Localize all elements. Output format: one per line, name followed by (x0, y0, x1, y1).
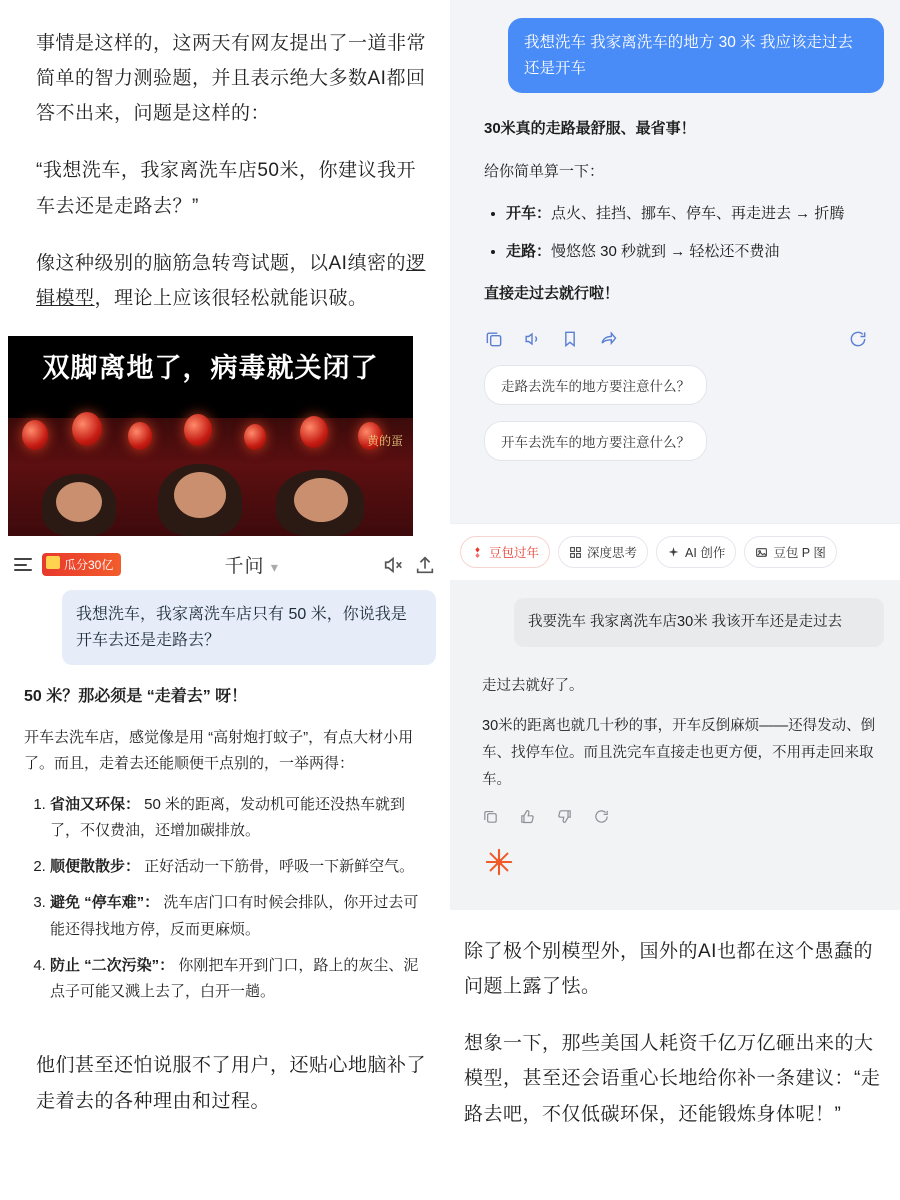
list-item-title: 开车： (506, 205, 552, 223)
user-message-bubble: 我要洗车 我家离洗车店30米 我该开车还是走过去 (514, 598, 884, 647)
audience-silhouette (158, 464, 242, 536)
answer-subheading: 给你简单算一下： (484, 163, 605, 181)
assistant-answer (466, 115, 884, 307)
suggestion-list (466, 349, 884, 461)
right-column (450, 0, 900, 1200)
gift-icon (46, 556, 60, 569)
assistant-answer (0, 683, 450, 1005)
answer-line-2: 30米的距离也就几十秒的事，开车反倒麻烦——还得发动、倒车、找停车位。而且洗完车直接走也更方便，不用再走回来取车。 (482, 718, 876, 789)
list-item-text: 慢悠悠 30 秒就到 → 轻松还不费油 (551, 243, 780, 261)
video-thumbnail[interactable] (8, 336, 413, 536)
list-item (50, 854, 428, 880)
lantern-decoration (128, 422, 152, 450)
chip-label: 豆包过年 (489, 546, 540, 560)
answer-list (24, 792, 428, 1006)
article-p3-post: ，理论上应该很轻松就能识破。 (94, 287, 368, 309)
user-message-bubble: 我想洗车 我家离洗车的地方 30 米 我应该走过去还是开车 (508, 18, 884, 93)
refresh-icon[interactable] (848, 329, 868, 349)
answer-heading: 30米真的走路最舒服、最省事！ (484, 120, 696, 138)
chip-doubao-newyear[interactable] (460, 536, 550, 568)
suggestion-chip[interactable]: 走路去洗车的地方要注意什么？ (484, 365, 707, 405)
list-item (50, 890, 428, 943)
list-item-text: 50 米的距离，发动机可能还没热车就到了，不仅费油，还增加碳排放。 (50, 795, 406, 839)
list-item-title: 防止 “二次污染”： (50, 956, 175, 974)
promo-banner[interactable] (42, 553, 121, 576)
deep-think-icon (569, 546, 582, 559)
list-item (506, 201, 878, 227)
list-item (50, 792, 428, 845)
thumb-up-icon[interactable] (519, 808, 536, 825)
answer-line-1: 走过去就好了。 (482, 677, 584, 694)
answer-heading: 50 米？那必须是 “走着去” 呀！ (24, 688, 248, 706)
chevron-down-icon[interactable]: ▾ (270, 559, 279, 576)
list-item-text: 洗车店门口有时候会排队，你开过去可能还得找地方停，反而更麻烦。 (50, 894, 419, 938)
chip-label: 深度思考 (587, 546, 638, 560)
message-toolbar (466, 808, 884, 825)
app-title (131, 551, 372, 578)
closing-paragraph-2: 想象一下，那些美国人耗资千亿万亿砸出来的大模型，甚至还会语重心长地给你补一条建议：“走路去吧，不仅低碳环保，还能锻炼身体呢！” (464, 1033, 881, 1125)
diamond-icon (471, 546, 484, 559)
list-item-title: 避免 “停车难”： (50, 894, 160, 912)
copy-icon[interactable] (482, 808, 499, 825)
list-item-title: 走路： (506, 243, 552, 261)
image-icon (755, 546, 768, 559)
article-paragraph-1: 事情是这样的，这两天有网友提出了一道非常简单的智力测验题，并且表示绝大多数AI都回答不出来，问题是这样的： (36, 33, 427, 125)
bookmark-icon[interactable] (560, 329, 580, 349)
lantern-decoration (72, 412, 102, 446)
video-stage-backdrop (8, 418, 413, 536)
app-title-text: 千问 (224, 556, 265, 578)
sparkle-icon (667, 546, 680, 559)
lantern-decoration (244, 424, 266, 450)
list-item (50, 953, 428, 1006)
chip-label: AI 创作 (685, 546, 726, 560)
chip-deep-think[interactable] (558, 536, 648, 568)
answer-conclusion: 直接走过去就行啦！ (484, 284, 620, 302)
answer-intro: 开车去洗车店，感觉像是用 “高射炮打蚊子”，有点大材小用了。而且，走着去还能顺便干点别的，一举两得： (24, 729, 414, 773)
mute-icon[interactable] (382, 554, 404, 576)
chip-doubao-photo[interactable] (744, 536, 837, 568)
assistant-answer (466, 673, 884, 794)
article-paragraph-3 (36, 246, 430, 316)
list-item-text: 你刚把车开到门口，路上的灰尘、泥点子可能又溅上去了，白开一趟。 (50, 956, 419, 1001)
article-closing-left (0, 1017, 450, 1118)
list-item-title: 省油又环保： (50, 795, 141, 813)
copy-icon[interactable] (484, 329, 504, 349)
audience-silhouette (276, 470, 364, 536)
qwen-chat-app (0, 546, 450, 1119)
chip-ai-create[interactable] (656, 536, 736, 568)
thumb-down-icon[interactable] (556, 808, 573, 825)
doubao-bottom-toolbar (450, 523, 900, 580)
list-item-title: 顺便散散步： (50, 858, 141, 876)
promo-label: 瓜分30亿 (64, 558, 114, 573)
closing-paragraph-1: 除了极个别模型外，国外的AI也都在这个愚蠢的问题上露了怯。 (464, 941, 873, 998)
audience-silhouette (42, 474, 116, 536)
closing-paragraph: 他们甚至还怕说服不了用户，还贴心地脑补了走着去的各种理由和过程。 (36, 1055, 427, 1112)
share-arrow-icon[interactable] (598, 329, 618, 349)
lantern-decoration (22, 420, 48, 450)
answer-bullets (484, 201, 878, 266)
suggestion-chip[interactable]: 开车去洗车的地方要注意什么？ (484, 421, 707, 461)
article-p3-underline: 逻辑模型 (36, 252, 426, 309)
article-text (0, 0, 450, 316)
share-icon[interactable] (414, 554, 436, 576)
article-p3-pre: 像这种级别的脑筋急转弯试题，以AI缜密的 (36, 252, 406, 274)
doubao-chat-panel (450, 0, 900, 580)
hamburger-icon[interactable] (14, 558, 32, 571)
list-item (506, 239, 878, 265)
message-toolbar (466, 323, 884, 349)
sparkle-burst-icon (484, 847, 884, 877)
list-item-text: 正好活动一下筋骨，呼吸一下新鲜空气。 (140, 858, 415, 876)
speaker-icon[interactable] (522, 329, 542, 349)
app-top-bar (0, 546, 450, 584)
article-paragraph-2: “我想洗车，我家离洗车店50米，你建议我开车去还是走路去？” (36, 160, 416, 217)
video-watermark: 黄的蛋 (366, 433, 403, 448)
list-item-text: 点火、挂挡、挪车、停车、再走进去 → 折腾 (551, 205, 845, 223)
article-closing-right (450, 910, 900, 1132)
chip-label: 豆包 P 图 (773, 546, 826, 560)
user-message-bubble: 我想洗车，我家离洗车店只有 50 米，你说我是开车去还是走路去？ (62, 590, 436, 665)
video-title: 双脚离地了，病毒就关闭了 (42, 352, 379, 383)
refresh-icon[interactable] (593, 808, 610, 825)
lantern-decoration (184, 414, 212, 446)
lantern-decoration (300, 416, 328, 448)
other-ai-chat-panel (450, 580, 900, 910)
